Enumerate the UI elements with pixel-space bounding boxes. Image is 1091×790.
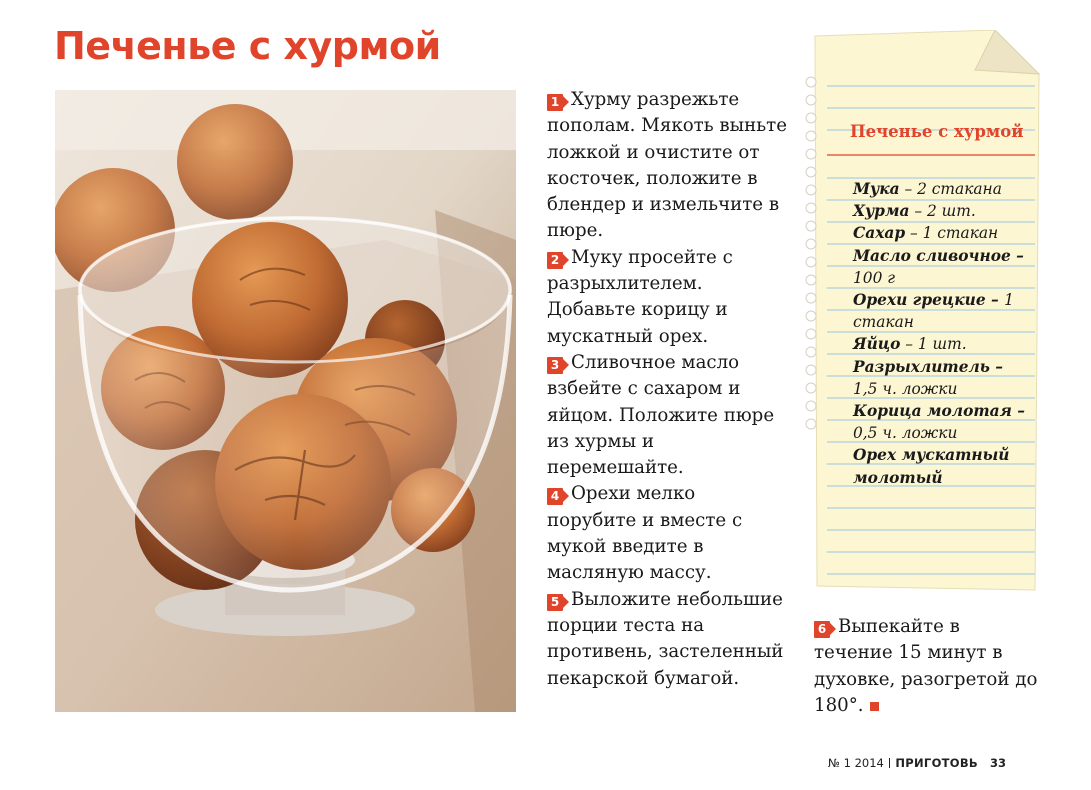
- ingredient-amount: 100 г: [853, 268, 896, 287]
- step-1: [547, 87, 787, 245]
- ingredient-name: Орехи грецкие –: [853, 291, 1005, 310]
- ingredient-item: [853, 178, 1031, 200]
- page-footer: [828, 756, 1006, 770]
- issue-number: № 1 2014: [828, 756, 884, 770]
- note-title: Печенье с хурмой: [850, 122, 1024, 141]
- step-6: [814, 614, 1039, 719]
- ingredient-name: Яйцо: [853, 335, 901, 354]
- ingredient-amount: 1,5 ч. ложки: [853, 379, 958, 398]
- ingredients-list: [853, 178, 1031, 489]
- recipe-title: Печенье с хурмой: [54, 24, 441, 68]
- ingredient-amount: – 1 шт.: [900, 335, 967, 354]
- step-text: Выпекайте в течение 15 минут в духовке, разогретой до 180°.: [814, 616, 1038, 716]
- step-text: Муку просейте с разрыхлителем. Добавьте корицу и мускатный орех.: [547, 246, 733, 347]
- ingredient-item: [853, 333, 1031, 355]
- ingredient-amount: – 2 стакана: [899, 180, 1002, 198]
- step-number-icon: 5: [547, 594, 563, 611]
- ingredient-item: [853, 400, 1031, 444]
- step-text: Хурму разрежьте пополам. Мякоть выньте ложкой и очистите от косточек, положите в блендер и измельчите в пюре.: [547, 89, 787, 242]
- step-4: [547, 481, 787, 586]
- step-text: Сливочное масло взбейте с сахаром и яйцом. Положите пюре из хурмы и перемешайте.: [547, 351, 775, 479]
- ingredient-item: [853, 245, 1031, 289]
- ingredient-item: [853, 200, 1031, 222]
- step-number-icon: 3: [547, 357, 563, 374]
- ingredient-item: [853, 444, 1031, 488]
- step-3: [547, 350, 787, 481]
- ingredient-amount: – 1 стакан: [905, 224, 999, 243]
- step-number-icon: 1: [547, 94, 563, 111]
- steps-column: [547, 87, 787, 692]
- end-mark-icon: [870, 702, 879, 711]
- step-2: [547, 245, 787, 350]
- ingredient-item: [853, 222, 1031, 244]
- ingredient-item: [853, 289, 1031, 333]
- ingredient-name: Орех мускатный молотый: [853, 446, 1010, 487]
- ingredient-name: Сахар: [853, 224, 906, 243]
- ingredient-name: Мука: [853, 180, 900, 198]
- magazine-name: ПРИГОТОВЬ: [895, 756, 978, 770]
- ingredient-name: Разрыхлитель –: [853, 357, 1003, 376]
- ingredient-amount: – 2 шт.: [909, 202, 976, 221]
- step-number-icon: 2: [547, 252, 563, 269]
- ingredient-name: Масло сливочное –: [853, 246, 1024, 265]
- step-5: [547, 587, 787, 692]
- step-number-icon: 6: [814, 621, 830, 638]
- ingredient-amount: 0,5 ч. ложки: [853, 424, 958, 443]
- page-number: 33: [990, 756, 1007, 770]
- cookies-photo: [55, 90, 516, 712]
- divider: [889, 758, 891, 768]
- ingredient-item: [853, 356, 1031, 400]
- ingredient-amount: 1 стакан: [853, 291, 1014, 332]
- step-text: Выложите небольшие порции теста на противень, застеленный пекарской бумагой.: [547, 588, 784, 689]
- ingredient-name: Хурма: [853, 202, 910, 221]
- ingredient-name: Корица молотая –: [853, 402, 1025, 421]
- step-number-icon: 4: [547, 488, 563, 505]
- step-text: Орехи мелко порубите и вместе с мукой введите в масляную массу.: [547, 483, 743, 584]
